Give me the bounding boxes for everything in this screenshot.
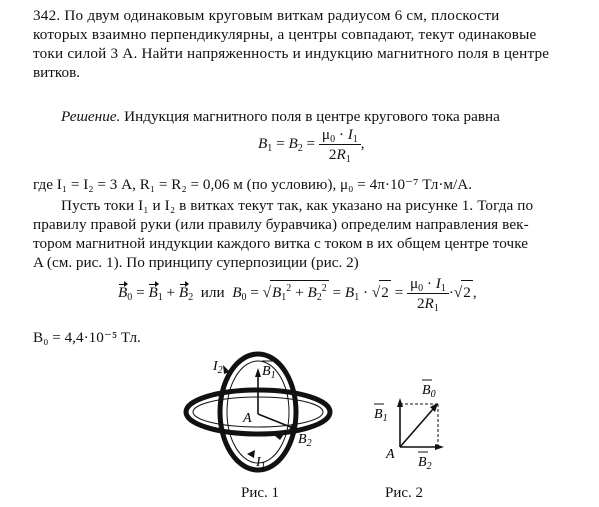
figure-1 bbox=[180, 350, 340, 485]
fig1-label-I2: $I_2$ bbox=[213, 359, 223, 376]
fig1-label-B2: $B_2$ bbox=[298, 432, 312, 449]
fig2-caption: Рис. 2 bbox=[385, 485, 424, 501]
formula-superposition: $B_0 = B_1 + B_2$ или $B_0 = √B_1^2 + B_2^2 = B_1 \cdot √2$ = $\frac{\mu_0 \cdot I_1}{2R_1}$ ·√2 , bbox=[118, 275, 477, 314]
fig1-label-B1: $B_1$ bbox=[262, 364, 276, 381]
solution-label: Решение. bbox=[61, 108, 121, 125]
solution-intro-text: Индукция магнитного поля в центре кругового тока равна bbox=[120, 108, 500, 125]
paragraph-line-1: Пусть токи I₁ и I₂ в витках текут так, как указано на рисунке 1. Тогда по bbox=[61, 197, 534, 214]
solution-intro bbox=[61, 107, 500, 126]
fig2-label-B2: $B_2$ bbox=[418, 455, 432, 472]
fig2-label-A: A bbox=[386, 447, 395, 462]
figure-2 bbox=[360, 372, 460, 482]
problem-line-3: токи силой 3 А. Найти напряженность и индукцию магнитного поля в центре bbox=[33, 45, 550, 62]
paragraph-line-2: правилу правой руки (или правилу буравчика) определим направления век- bbox=[33, 216, 529, 233]
paragraph-line-4: A (см. рис. 1). По принципу суперпозиции (рис. 2) bbox=[33, 254, 359, 271]
problem-line-2: которых взаимно перпендикулярны, а центры совпадают, текут одинаковые bbox=[33, 26, 537, 43]
given-values: где I₁ = I₂ = 3 А, R₁ = R₂ = 0,06 м (по условию), μ₀ = 4π·10⁻⁷ Тл·м/А. bbox=[33, 176, 473, 193]
problem-line-1: 342. По двум одинаковым круговым виткам радиусом 6 см, плоскости bbox=[33, 7, 500, 24]
fig1-caption: Рис. 1 bbox=[241, 485, 280, 501]
formula-field-center: $B_1 = B_2$ = $\frac{\mu_0 \cdot I_1}{2R_1}$ , bbox=[258, 126, 365, 165]
paragraph-line-3: тором магнитной индукции каждого витка с током в их общем центре точке bbox=[33, 235, 529, 252]
fig2-label-B0: $B_0$ bbox=[422, 383, 436, 400]
fig1-label-I1: $I_1$ bbox=[256, 455, 266, 472]
fig2-label-B1: $B_1$ bbox=[374, 407, 388, 424]
fig1-label-A: A bbox=[243, 411, 252, 426]
or-word: или bbox=[200, 283, 225, 301]
problem-line-4: витков. bbox=[33, 64, 81, 81]
result-line: B₀ = 4,4·10⁻⁵ Тл. bbox=[33, 329, 141, 346]
